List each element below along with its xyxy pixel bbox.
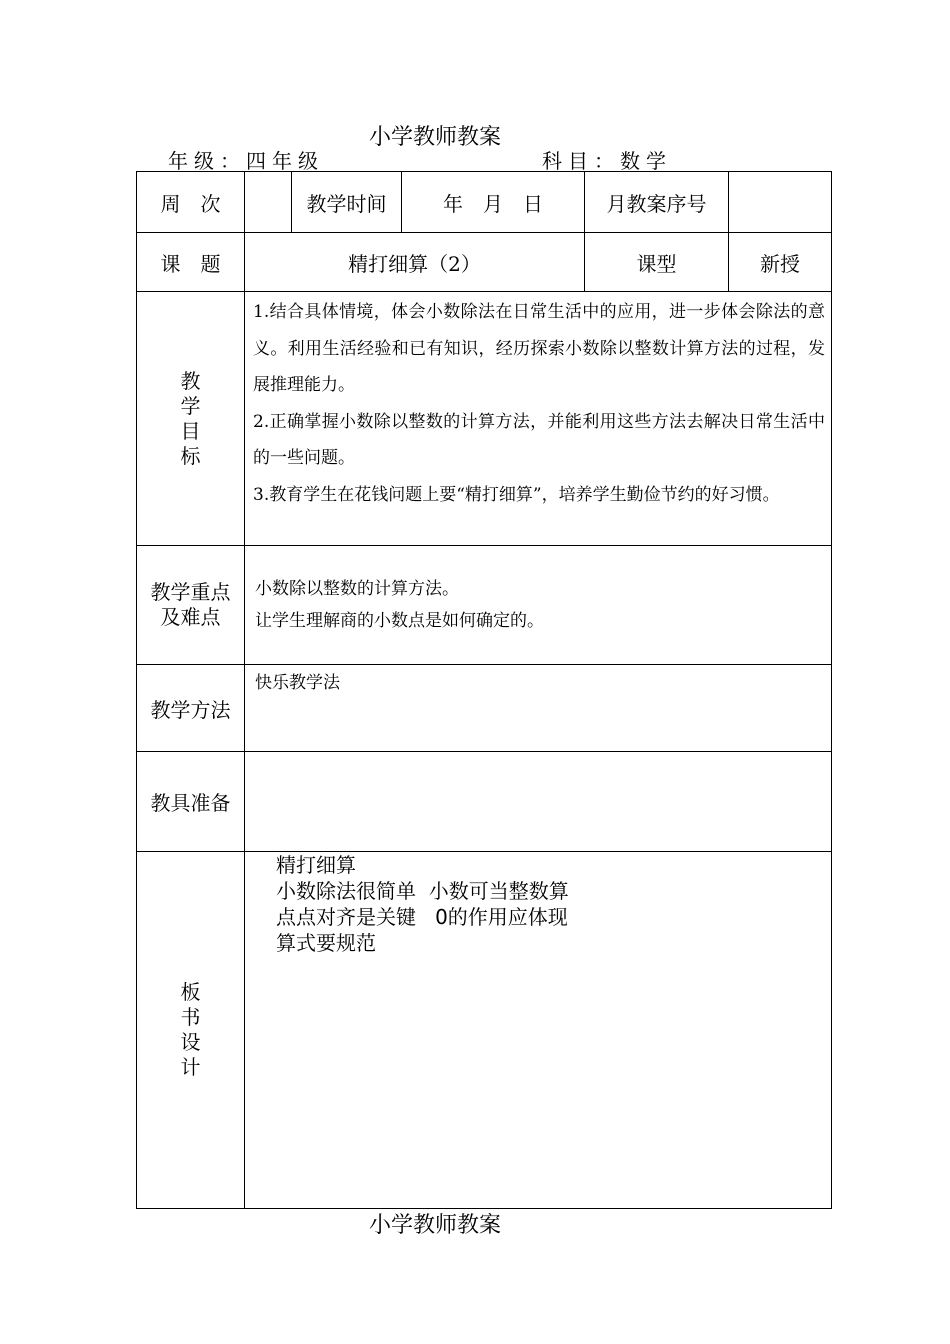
row-keypoints bbox=[137, 546, 832, 665]
grade-label: 年级：四年级 bbox=[168, 149, 324, 173]
lesson-type-value: 新授 bbox=[729, 233, 832, 292]
board-label: 板 书 设 计 bbox=[137, 852, 245, 1209]
footer-title: 小学教师教案 bbox=[368, 1213, 501, 1238]
row-tools bbox=[137, 752, 832, 852]
board-content bbox=[245, 852, 832, 1209]
goals-label: 教 学 目 标 bbox=[137, 292, 245, 546]
keypoints-content bbox=[245, 546, 832, 665]
keypoint-line: 让学生理解商的小数点是如何确定的。 bbox=[255, 611, 544, 631]
row-week bbox=[137, 172, 832, 233]
goal-item: 2.正确掌握小数除以整数的计算方法，并能利用这些方法去解决日常生活中的一些问题。 bbox=[253, 411, 825, 468]
board-line: 点点对齐是关键 0的作用应体现 bbox=[276, 905, 568, 929]
row-goals bbox=[137, 292, 832, 546]
date-value: 年 月 日 bbox=[402, 172, 585, 233]
tools-label: 教具准备 bbox=[137, 752, 245, 852]
method-value: 快乐教学法 bbox=[245, 665, 832, 752]
board-line: 算式要规范 bbox=[276, 931, 376, 955]
tools-value bbox=[245, 752, 832, 852]
goal-item: 3.教育学生在花钱问题上要“精打细算”，培养学生勤俭节约的好习惯。 bbox=[253, 484, 780, 505]
keypoint-line: 小数除以整数的计算方法。 bbox=[255, 579, 459, 599]
goals-content bbox=[245, 292, 832, 546]
method-label: 教学方法 bbox=[137, 665, 245, 752]
keypoints-label: 教学重点 及难点 bbox=[137, 546, 245, 665]
sequence-label: 月教案序号 bbox=[585, 172, 729, 233]
week-label: 周 次 bbox=[137, 172, 245, 233]
subject-label: 科目：数学 bbox=[542, 149, 672, 173]
row-board bbox=[137, 852, 832, 1209]
board-line: 精打细算 bbox=[276, 853, 356, 877]
row-method bbox=[137, 665, 832, 752]
goal-item: 1.结合具体情境，体会小数除法在日常生活中的应用，进一步体会除法的意义。利用生活经验和已有知识，经历探索小数除以整数计算方法的过程，发展推理能力。 bbox=[253, 302, 825, 395]
lesson-type-label: 课型 bbox=[585, 233, 729, 292]
topic-value: 精打细算（2） bbox=[245, 233, 585, 292]
teaching-time-label: 教学时间 bbox=[292, 172, 402, 233]
board-line: 小数除法很简单 小数可当整数算 bbox=[276, 879, 569, 903]
lesson-plan-table bbox=[136, 171, 832, 1209]
topic-label: 课 题 bbox=[137, 233, 245, 292]
week-value bbox=[245, 172, 292, 233]
sequence-value bbox=[729, 172, 832, 233]
document-title: 小学教师教案 bbox=[368, 125, 501, 150]
row-topic bbox=[137, 233, 832, 292]
